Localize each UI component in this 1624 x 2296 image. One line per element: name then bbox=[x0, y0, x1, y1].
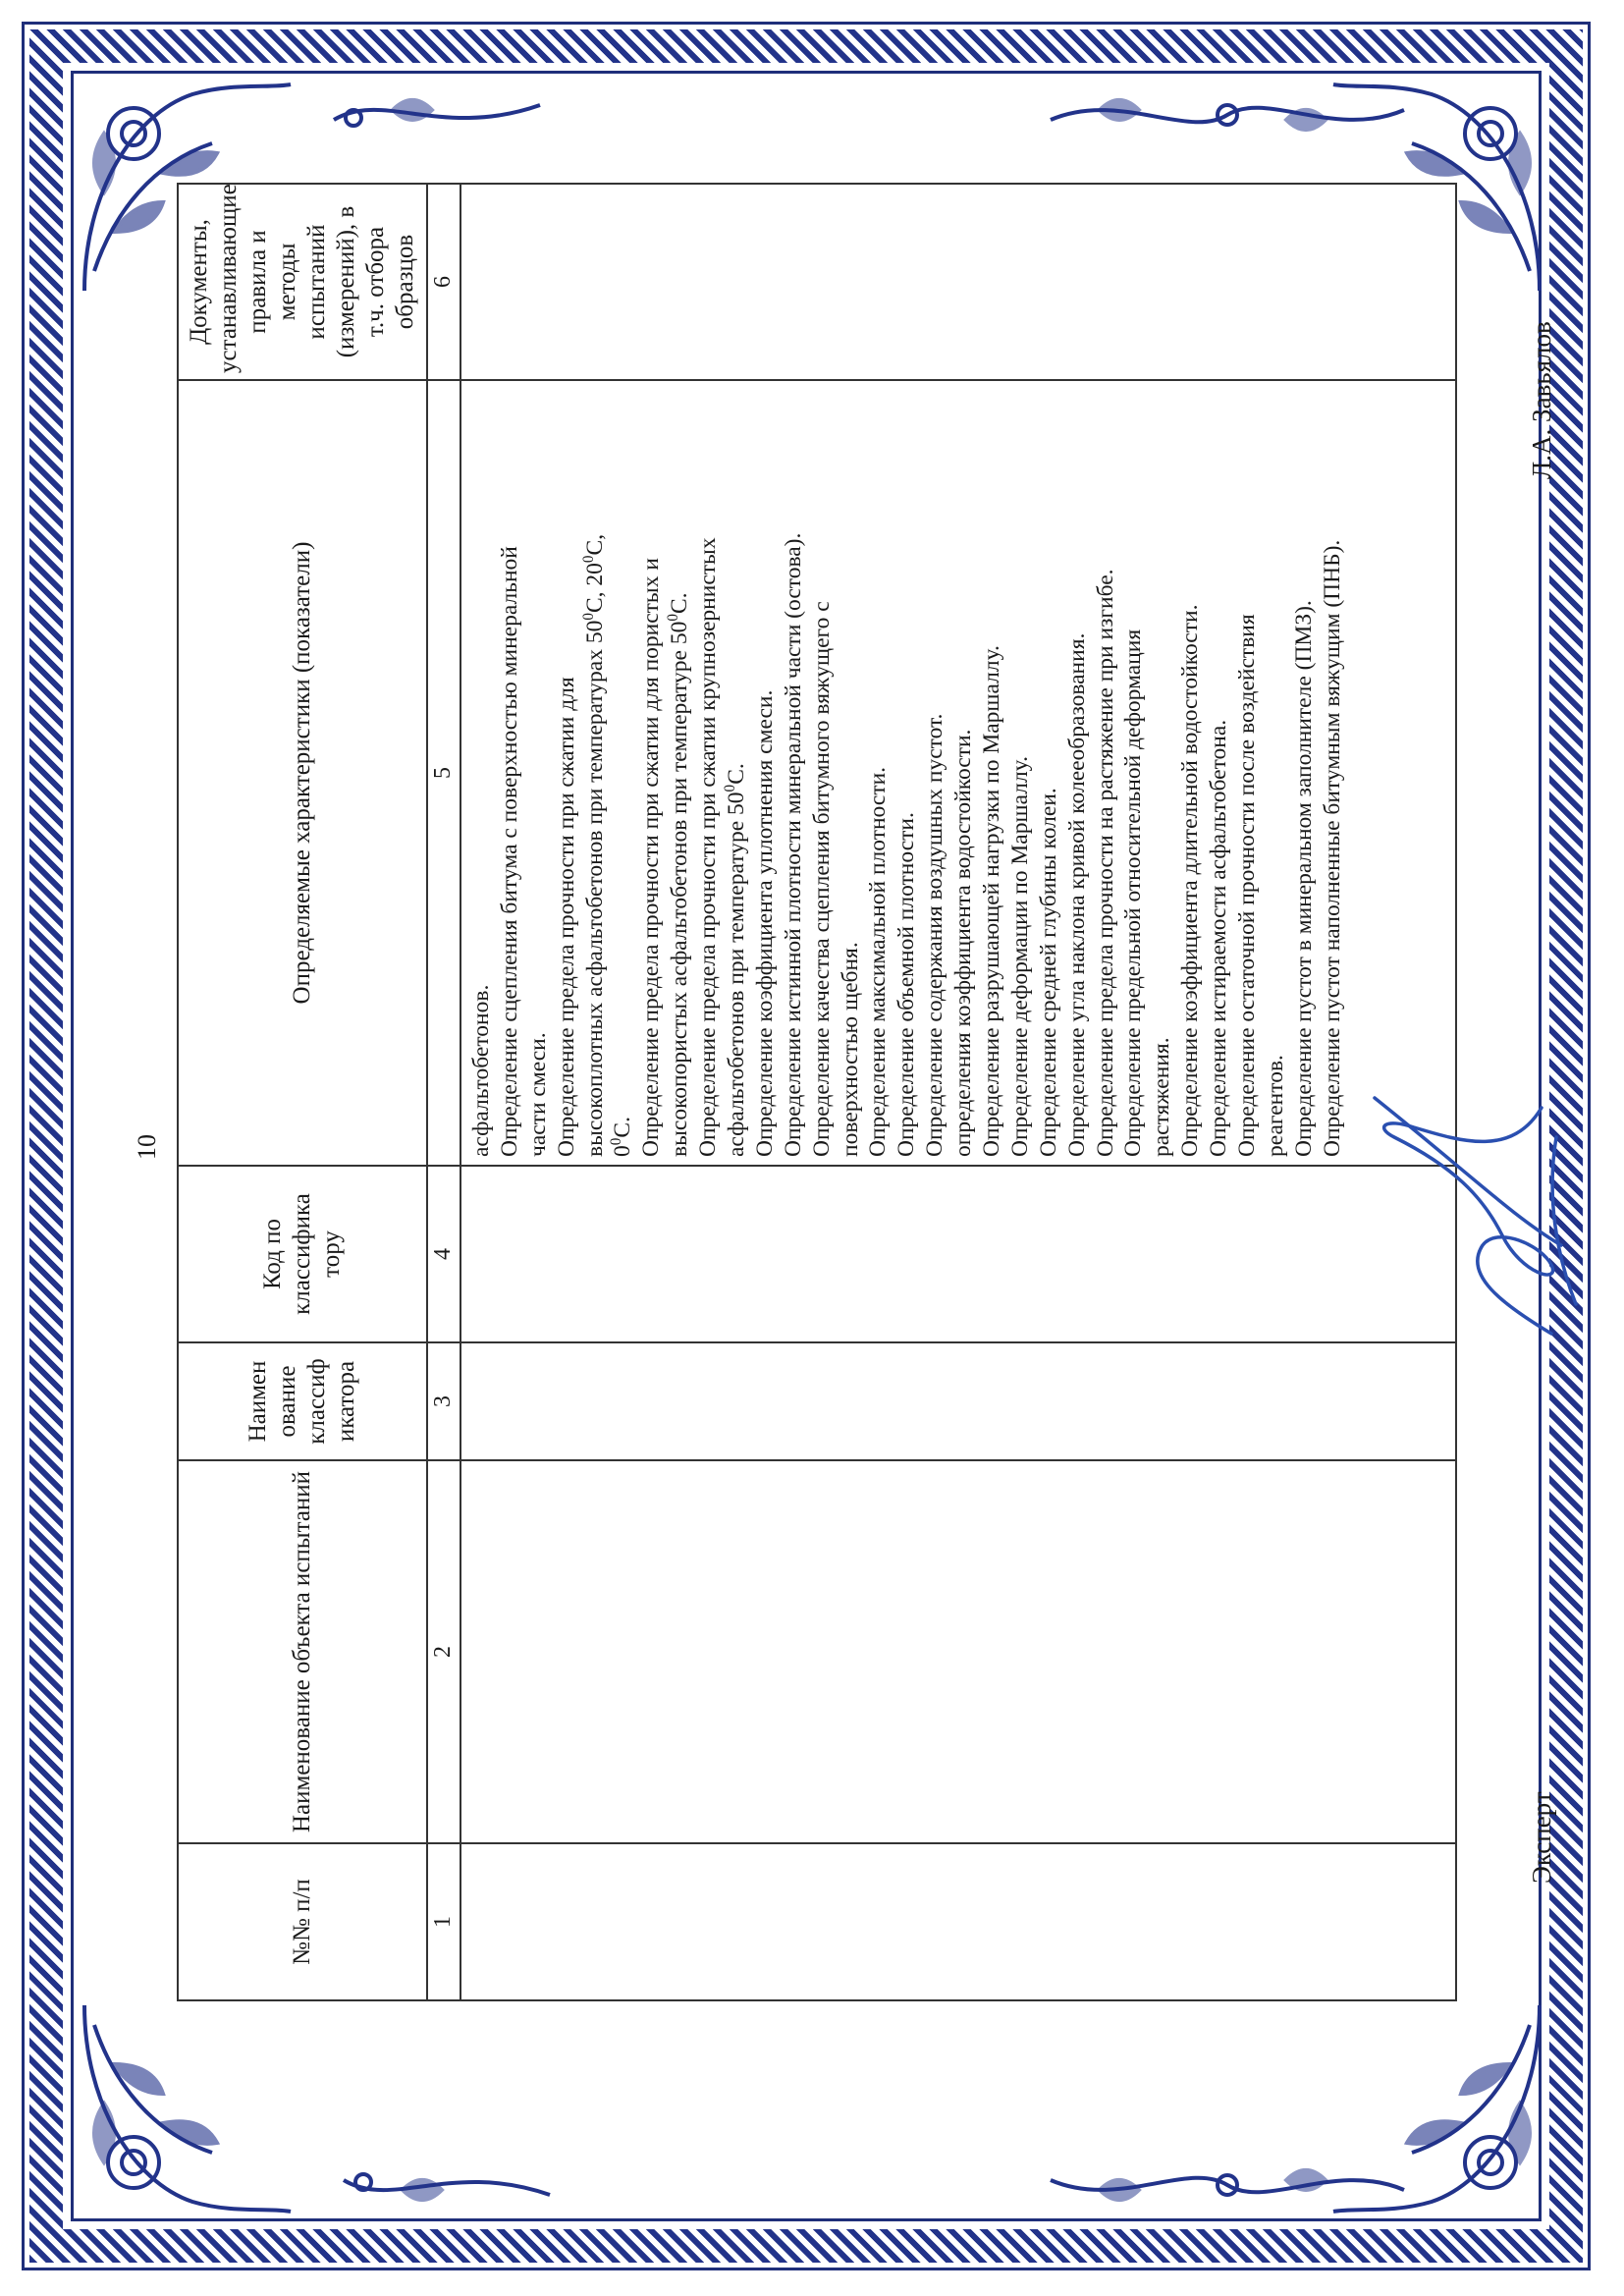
characteristic-line: Определение предела прочности при сжатии для bbox=[553, 677, 579, 1157]
characteristic-line: Определение остаточной прочности после воздействия bbox=[1234, 614, 1261, 1157]
accreditation-scope-table bbox=[177, 183, 1457, 2001]
header-number: №№ п/п bbox=[178, 1843, 427, 2000]
characteristic-line: Определение предела прочности при сжатии для пористых и bbox=[638, 558, 665, 1157]
characteristic-line: определения коэффициента водостойкости. bbox=[950, 729, 977, 1157]
column-number: 6 bbox=[427, 184, 460, 380]
expert-name: Л.А. Завьялов bbox=[1527, 321, 1556, 479]
characteristic-line: Определение истираемости асфальтобетона. bbox=[1206, 719, 1232, 1157]
header-test-object: Наименование объекта испытаний bbox=[178, 1460, 427, 1843]
cell-documents bbox=[460, 184, 1456, 380]
column-number: 3 bbox=[427, 1342, 460, 1460]
characteristic-line: Определение сцепления битума с поверхностью минеральной bbox=[496, 546, 522, 1157]
characteristic-line: части смеси. bbox=[524, 1032, 551, 1157]
signature-scribble bbox=[1355, 1068, 1591, 1363]
characteristic-line: Определение пустот наполненные битумным вяжущим (ПНБ). bbox=[1319, 539, 1345, 1157]
characteristic-line: Определение деформации по Маршаллу. bbox=[1006, 756, 1033, 1157]
characteristic-line: Определение истинной плотности минеральной части (остова). bbox=[780, 532, 806, 1157]
page-number: 10 bbox=[133, 1134, 161, 1160]
characteristic-line: Определение предела прочности при сжатии крупнозернистых bbox=[695, 537, 722, 1157]
expert-label: Эксперт bbox=[1527, 1791, 1556, 1884]
characteristic-line: Определение предельной относительной деформация bbox=[1120, 629, 1147, 1157]
characteristic-line: Определение содержания воздушных пустот. bbox=[922, 713, 948, 1157]
characteristic-line: Определение максимальной плотности. bbox=[865, 766, 892, 1157]
characteristic-line: Определение объемной плотности. bbox=[893, 812, 920, 1157]
characteristic-line: реагентов. bbox=[1262, 1055, 1288, 1157]
column-number: 5 bbox=[427, 380, 460, 1166]
characteristic-line: поверхностью щебня. bbox=[837, 942, 863, 1157]
cell-classifier-code bbox=[460, 1166, 1456, 1342]
characteristic-line: Определение коэффициента уплотнения смеси. bbox=[751, 689, 778, 1157]
characteristic-line: растяжения. bbox=[1149, 1037, 1175, 1157]
header-characteristics: Определяемые характеристики (показатели) bbox=[178, 380, 427, 1166]
header-documents: Документы, устанавливающие правила и методы испытаний (измерений), в т.ч. отбора образцов bbox=[178, 184, 427, 380]
characteristic-line: асфальтобетонов при температуре $50^0С$. bbox=[722, 763, 750, 1157]
column-number: 1 bbox=[427, 1843, 460, 2000]
table-row bbox=[460, 184, 1456, 2000]
header-classifier-code: Код по классифика тору bbox=[178, 1166, 427, 1342]
column-number: 2 bbox=[427, 1460, 460, 1843]
characteristic-line: Определение разрушающей нагрузки по Маршаллу. bbox=[979, 645, 1005, 1157]
cell-classifier-name bbox=[460, 1342, 1456, 1460]
characteristic-line: Определение угла наклона кривой колееобразования. bbox=[1063, 632, 1090, 1157]
characteristic-line: Определение коэффициента длительной водостойкости. bbox=[1177, 604, 1204, 1157]
characteristic-line: высокопористых асфальтобетонов при температуре $50^0С$. bbox=[665, 592, 693, 1157]
cell-characteristics bbox=[460, 380, 1456, 1166]
characteristic-line: Определение средней глубины колеи. bbox=[1035, 788, 1061, 1157]
characteristic-line: Определение пустот в минеральном заполнителе (ПМЗ). bbox=[1290, 600, 1317, 1157]
characteristic-line: Определение качества сцепления битумного вяжущего с bbox=[808, 601, 835, 1157]
column-number-row bbox=[427, 184, 460, 2000]
characteristic-line: высокоплотных асфальтобетонов при температурах $50^0С$, $20^0С$, bbox=[579, 533, 608, 1157]
characteristic-line: Определение предела прочности на растяжение при изгибе. bbox=[1092, 569, 1118, 1157]
cell-test-object bbox=[460, 1460, 1456, 1843]
header-classifier-name: Наимен ование классиф икатора bbox=[178, 1342, 427, 1460]
characteristic-line: асфальтобетонов. bbox=[468, 984, 494, 1157]
table-header-row bbox=[178, 184, 427, 2000]
cell-number bbox=[460, 1843, 1456, 2000]
characteristic-line: $0^0С$. bbox=[608, 1117, 636, 1157]
column-number: 4 bbox=[427, 1166, 460, 1342]
